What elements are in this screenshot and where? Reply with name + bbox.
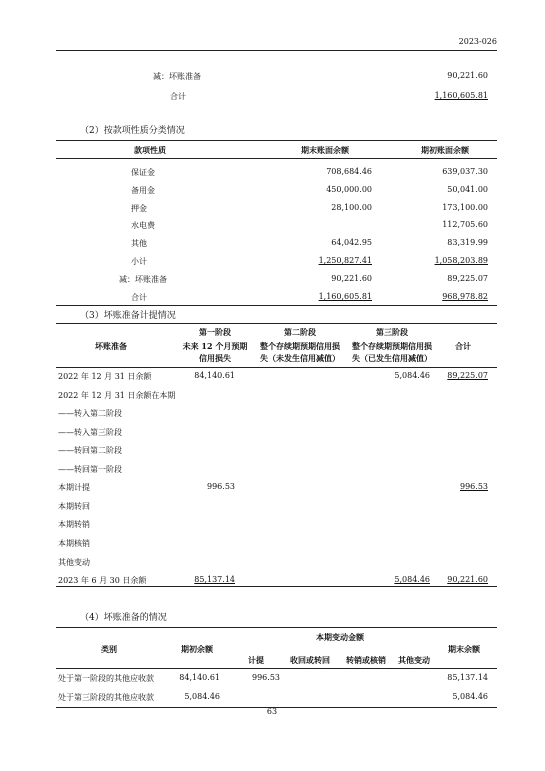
column-header: 信用损失 <box>199 353 231 363</box>
table-row-label: 处于第三阶段的其他应收款 <box>58 693 154 702</box>
top-row-label: 合计 <box>170 92 186 101</box>
table-cell-end-balance: 450,000.00 <box>326 184 372 194</box>
table-cell-stage1: 996.53 <box>207 482 235 492</box>
table-cell-end-balance: 64,042.95 <box>331 238 372 248</box>
table-cell-begin-balance: 1,058,203.89 <box>434 256 488 265</box>
table-cell-stage3: 5,084.46 <box>394 575 430 584</box>
column-header: 坏账准备 <box>95 341 127 351</box>
table-row-label: 减：坏账准备 <box>119 274 167 284</box>
column-header: 整个存续期预期信用损 <box>352 341 432 351</box>
table-row-label: 其他变动 <box>58 557 90 567</box>
table-cell-begin-balance: 173,100.00 <box>442 202 488 212</box>
column-header: 失（未发生信用减值） <box>260 353 340 363</box>
table-cell-stage1: 85,137.14 <box>194 575 235 584</box>
table-cell-begin-balance: 112,705.60 <box>442 220 488 230</box>
table-row-label: ——转回第二阶段 <box>58 446 122 456</box>
table-cell-begin-balance: 83,319.99 <box>447 238 488 248</box>
column-header: 类别 <box>101 644 117 654</box>
table-rule <box>56 586 497 587</box>
header-rule <box>56 50 497 51</box>
table-rule <box>56 627 497 628</box>
table-cell-end-balance: 28,100.00 <box>331 202 372 212</box>
section-2-title: （2）按款项性质分类情况 <box>80 126 185 136</box>
table-cell-begin-balance: 968,978.82 <box>442 291 488 301</box>
column-header: 计提 <box>248 655 264 665</box>
table-cell-total: 996.53 <box>460 482 488 492</box>
table-cell-begin-balance: 5,084.46 <box>184 692 220 701</box>
table-rule <box>56 158 497 159</box>
table-row-label: 2022 年 12 月 31 日余额 <box>58 372 152 381</box>
table-row-label: 押金 <box>131 203 147 213</box>
table-row-label: ——转入第三阶段 <box>58 427 122 437</box>
table-row-label: 2023 年 6 月 30 日余额 <box>58 576 147 585</box>
top-row-value: 90,221.60 <box>447 71 488 80</box>
column-header: 期初余额 <box>181 644 213 654</box>
top-row-value: 1,160,605.81 <box>434 91 488 100</box>
table-cell-begin-balance: 50,041.00 <box>447 184 488 194</box>
page-number: 63 <box>266 707 278 716</box>
table-cell-accrued: 996.53 <box>252 673 280 682</box>
table-rule <box>56 323 497 324</box>
table-row-label: 水电费 <box>131 221 155 231</box>
table-rule <box>56 367 497 368</box>
table-cell-end-balance: 5,084.46 <box>452 692 488 701</box>
table-row-label: 保证金 <box>131 168 155 177</box>
table-row-label: 处于第一阶段的其他应收款 <box>58 674 154 683</box>
table-row-label: 本期核销 <box>58 539 90 548</box>
table-row-label: 其他 <box>131 239 147 249</box>
table-rule <box>56 668 497 669</box>
table-cell-end-balance: 85,137.14 <box>447 673 488 682</box>
column-header: 收回或转回 <box>290 655 330 665</box>
table-rule <box>56 305 497 306</box>
table-cell-end-balance: 1,160,605.81 <box>318 291 372 301</box>
table-cell-begin-balance: 84,140.61 <box>179 673 220 682</box>
column-header: 转销或核销 <box>346 655 386 665</box>
table-row-label: 备用金 <box>131 185 155 195</box>
column-header: 合计 <box>455 341 471 351</box>
table-cell-total: 90,221.60 <box>447 575 488 584</box>
document-number: 2023-026 <box>458 37 497 46</box>
table-header: 期初账面余额 <box>421 145 469 155</box>
column-header: 第二阶段 <box>284 327 316 337</box>
table-row-label: 本期计提 <box>58 483 90 493</box>
column-header: 失（已发生信用减值） <box>352 353 432 363</box>
table-cell-stage1: 84,140.61 <box>194 371 235 380</box>
table-row-label: 本期转回 <box>58 501 90 511</box>
table-row-label: 本期转销 <box>58 520 90 530</box>
table-cell-end-balance: 90,221.60 <box>331 273 372 283</box>
section-4-title: （4）坏账准备的情况 <box>80 613 167 623</box>
table-row-label: 2022 年 12 月 31 日余额在本期 <box>58 390 176 400</box>
column-header: 其他变动 <box>398 655 430 665</box>
table-cell-total: 89,225.07 <box>447 371 488 380</box>
column-header: 本期变动金额 <box>316 632 364 642</box>
column-header: 第一阶段 <box>199 327 231 337</box>
table-row-label: ——转入第二阶段 <box>58 409 122 419</box>
column-header: 第三阶段 <box>376 327 408 337</box>
table-header: 款项性质 <box>134 145 166 155</box>
table-cell-stage3: 5,084.46 <box>394 371 430 380</box>
table-cell-begin-balance: 89,225.07 <box>447 273 488 283</box>
table-rule <box>56 140 497 141</box>
section-3-title: （3）坏账准备计提情况 <box>80 311 176 321</box>
table-cell-begin-balance: 639,037.30 <box>442 167 488 176</box>
table-row-label: ——转回第一阶段 <box>58 464 122 474</box>
top-row-label: 减：坏账准备 <box>153 72 201 81</box>
table-cell-end-balance: 708,684.46 <box>326 167 372 176</box>
table-cell-end-balance: 1,250,827.41 <box>318 256 372 265</box>
column-header: 整个存续期预期信用损 <box>260 341 340 351</box>
column-header: 期末余额 <box>448 644 480 654</box>
table-row-label: 小计 <box>131 257 147 266</box>
table-header: 期末账面余额 <box>301 145 349 155</box>
column-header: 未来 12 个月预期 <box>182 341 248 351</box>
table-row-label: 合计 <box>131 292 147 302</box>
